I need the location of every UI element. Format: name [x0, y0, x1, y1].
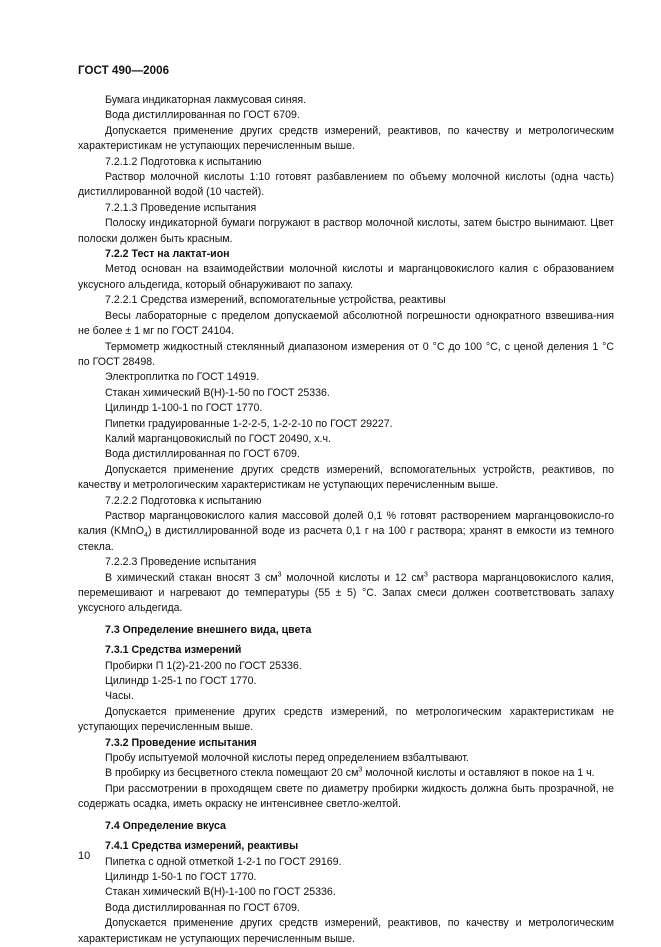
- text-paragraph: [78, 766, 614, 781]
- list-item: Стакан химический В(Н)-1-100 по ГОСТ 25336.: [105, 886, 336, 899]
- subsection-heading: 7.2.1.3 Проведение испытания: [105, 201, 257, 214]
- list-item: Цилиндр 1-25-1 по ГОСТ 1770.: [105, 675, 257, 688]
- section-heading: 7.2.2 Тест на лактат-ион: [105, 248, 230, 261]
- list-item: Вода дистиллированная по ГОСТ 6709.: [105, 901, 300, 914]
- text-run: Раствор марганцовокислого калия массовой долей 0,1 % готовят растворением марганцовокисло-го калия (KMnO: [78, 509, 614, 538]
- text-paragraph: Бумага индикаторная лакмусовая синяя.: [105, 94, 307, 106]
- subsection-heading: 7.2.2.1 Средства измерений, вспомогательные устройства, реактивы: [105, 294, 446, 307]
- list-item: Часы.: [105, 690, 134, 703]
- text-paragraph: Термометр жидкостный стеклянный диапазоном измерения от 0 °С до 100 °С, с ценой деления 1 °С по ГОСТ 28498.: [78, 340, 614, 368]
- list-item: Цилиндр 1-50-1 по ГОСТ 1770.: [105, 870, 257, 883]
- section-heading: 7.3 Определение внешнего вида, цвета: [105, 623, 312, 636]
- document-body: [78, 93, 614, 947]
- subsection-heading: 7.2.1.2 Подготовка к испытанию: [105, 155, 262, 168]
- text-run: раствора марганцовокислого калия, перемешивают и нагревают до температуры (55 ± 5) °С. Запах смеси должен соответствовать запаху уксусного альдегида.: [78, 571, 614, 615]
- list-item: Пробирки П 1(2)-21-200 по ГОСТ 25336.: [105, 659, 302, 672]
- section-heading: 7.4 Определение вкуса: [105, 819, 226, 832]
- text-paragraph: Допускается применение других средств измерений, реактивов, по качеству и метрологическим характеристикам не уступающих перечисленным выше.: [78, 917, 614, 945]
- text-paragraph: Вода дистиллированная по ГОСТ 6709.: [105, 109, 300, 122]
- list-item: Электроплитка по ГОСТ 14919.: [105, 371, 260, 384]
- superscript: 3: [277, 571, 282, 579]
- text-paragraph: Полоску индикаторной бумаги погружают в раствор молочной кислоты, затем быстро вынимают. Цвет полоски должен быть красным.: [78, 217, 614, 245]
- text-paragraph: Допускается применение других средств измерений, вспомогательных устройств, реактивов, по качеству и метрологическим характеристикам не уступающих перечисленным выше.: [78, 463, 614, 492]
- section-heading: 7.4.1 Средства измерений, реактивы: [105, 840, 299, 853]
- list-item: Пипетки градуированные 1-2-2-5, 1-2-2-10 по ГОСТ 29227.: [105, 417, 393, 430]
- text-paragraph: [78, 509, 614, 555]
- subscript: 4: [144, 532, 148, 540]
- text-run: молочной кислоты и 12 см: [281, 571, 424, 584]
- text-run: ) в дистиллированной воде из расчета 0,1 г на 100 г раствора; хранят в емкости из темного стекла.: [78, 525, 615, 553]
- superscript: 3: [358, 766, 363, 774]
- page-header: ГОСТ 490—2006: [78, 65, 170, 77]
- text-paragraph: [78, 571, 614, 617]
- subsection-heading: 7.2.2.3 Проведение испытания: [105, 556, 257, 569]
- superscript: 3: [423, 571, 428, 579]
- list-item: Стакан химический В(Н)-1-50 по ГОСТ 25336.: [105, 386, 330, 399]
- text-paragraph: Допускается применение других средств измерений, реактивов, по качеству и метрологическим характеристикам не уступающих перечисленным выше.: [78, 124, 614, 153]
- text-run: В химический стакан вносят 3 см: [105, 571, 278, 584]
- section-heading: 7.3.2 Проведение испытания: [105, 736, 257, 749]
- list-item: Цилиндр 1-100-1 по ГОСТ 1770.: [105, 402, 263, 415]
- text-paragraph: Допускается применение других средств измерений, по метрологическим характеристикам не уступающих перечисленным выше.: [78, 705, 614, 734]
- text-run: молочной кислоты и оставляют в покое на 1 ч.: [362, 767, 595, 780]
- list-item: Калий марганцовокислый по ГОСТ 20490, х.ч.: [105, 432, 331, 445]
- page-number: 10: [78, 850, 91, 862]
- list-item: Вода дистиллированная по ГОСТ 6709.: [105, 448, 300, 461]
- text-paragraph: Метод основан на взаимодействии молочной кислоты и марганцовокислого калия с образованием уксусного альдегида, который обнаруживают по запаху.: [78, 263, 614, 291]
- text-run: В пробирку из бесцветного стекла помещают 20 см: [105, 767, 359, 780]
- text-paragraph: Пробу испытуемой молочной кислоты перед определением взбалтывают.: [105, 752, 469, 765]
- section-heading: 7.3.1 Средства измерений: [105, 644, 242, 657]
- list-item: Пипетка с одной отметкой 1-2-1 по ГОСТ 29169.: [105, 855, 342, 868]
- text-paragraph: Раствор молочной кислоты 1:10 готовят разбавлением по объему молочной кислоты (одна часть) дистиллированной водой (10 частей).: [78, 171, 614, 199]
- text-paragraph: Весы лабораторные с пределом допускаемой абсолютной погрешности однократного взвешива-ния не более ± 1 мг по ГОСТ 24104.: [78, 309, 614, 338]
- subsection-heading: 7.2.2.2 Подготовка к испытанию: [105, 494, 262, 507]
- text-paragraph: При рассмотрении в проходящем свете по диаметру пробирки жидкость должна быть прозрачной, не содержать осадка, иметь окраску не интенсивнее светло-желтой.: [78, 782, 614, 811]
